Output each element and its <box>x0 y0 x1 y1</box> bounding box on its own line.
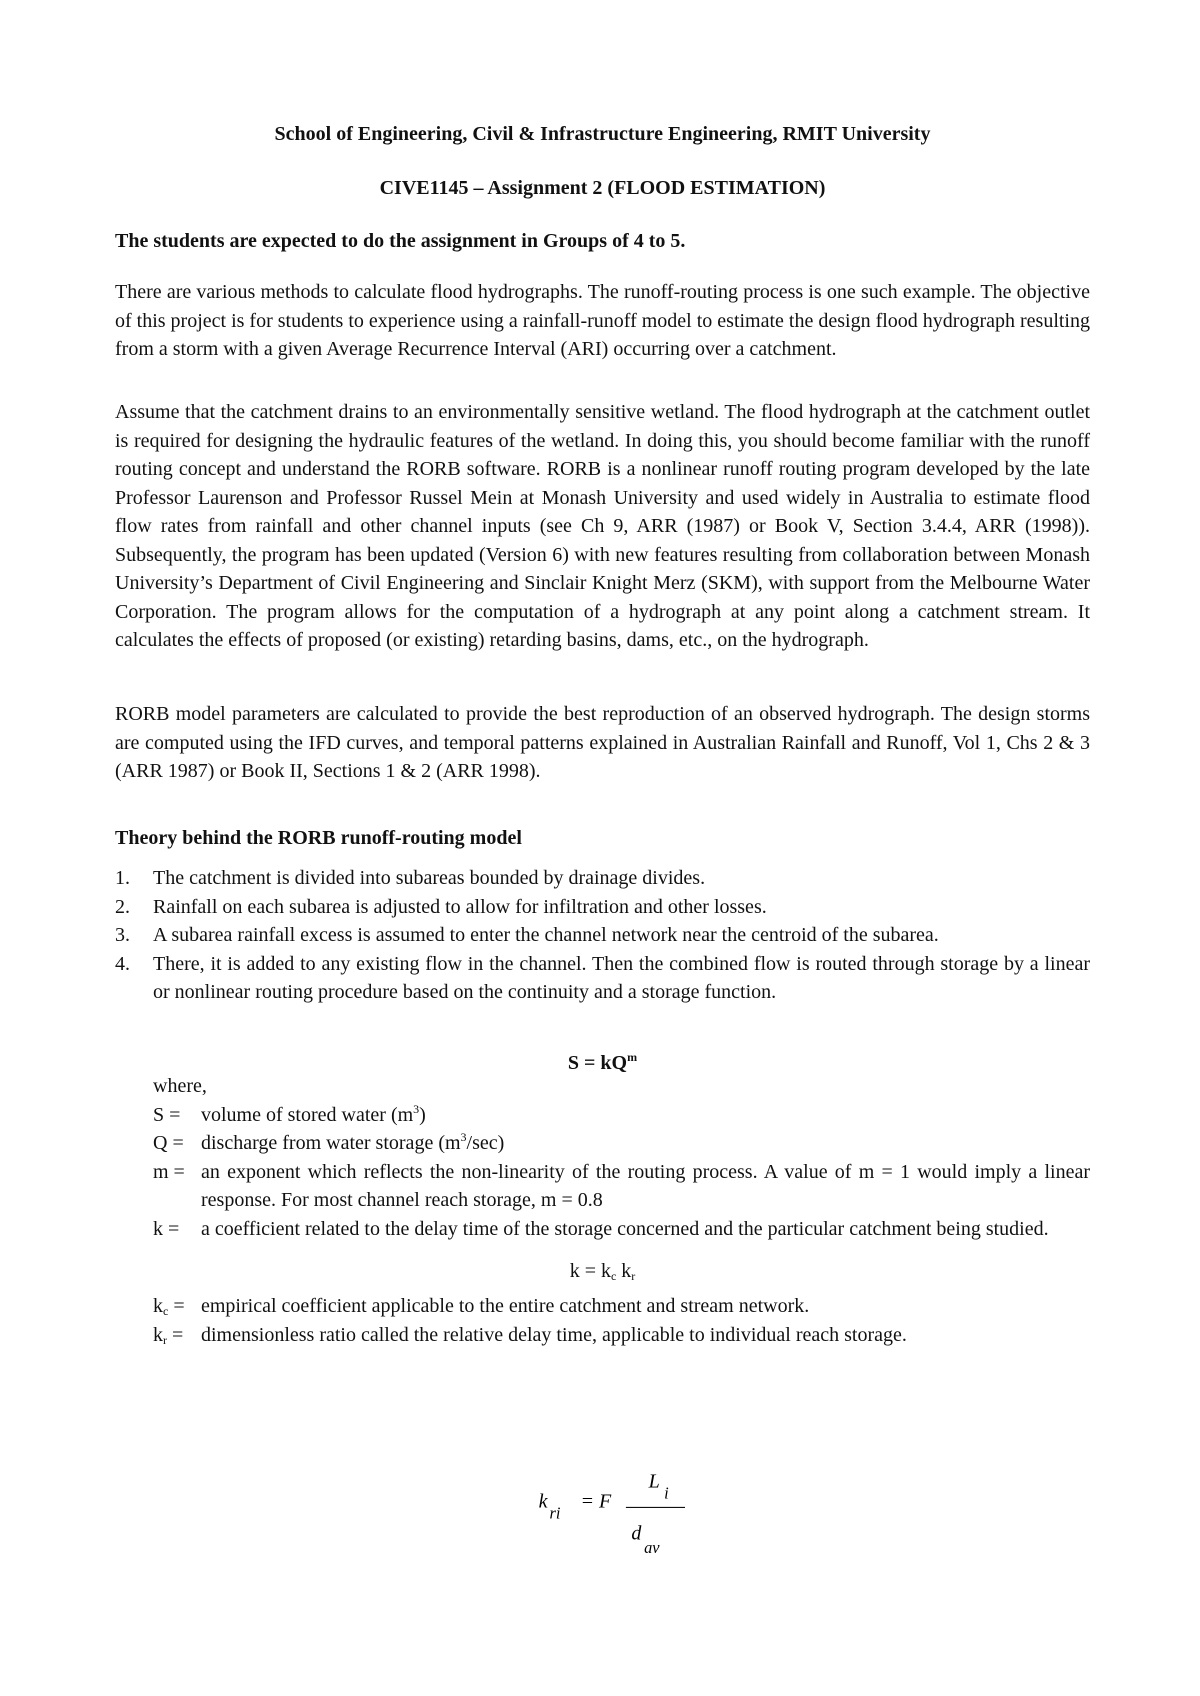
definition-text: discharge from water storage (m <box>201 1132 461 1154</box>
equation-i: i <box>664 1483 669 1503</box>
equation-part: k <box>616 1260 632 1282</box>
list-item <box>115 864 1090 893</box>
definition-text: dimensionless ratio called the relative delay time, applicable to individual reach storage. <box>201 1323 907 1346</box>
equals-sign: = <box>167 1323 184 1346</box>
symbol-letter: k <box>153 1323 163 1346</box>
equation-d: d <box>631 1522 642 1545</box>
list-item <box>115 950 1090 1007</box>
equation-equals-f: = F <box>580 1490 612 1513</box>
definition-row <box>153 1292 1090 1321</box>
subscript: r <box>631 1269 636 1283</box>
rorb-paragraph: Assume that the catchment drains to an environmentally sensitive wetland. The flood hydrograph at the catchment outlet is required for designing the hydraulic features of the wetland. In doing this, you should become familiar with the runoff routing concept and understand the RORB software. RORB is a nonlinear runoff routing program developed by the late Professor Laurenson and Professor Russel Mein at Monash University and used widely in Australia to estimate flood flow rates from rainfall and other channel inputs (see Ch 9, ARR (1987) or Book V, Section 3.4.4, ARR (1998)). Subsequently, the program has been updated (Version 6) with new features resulting from collaboration between Monash University’s Department of Civil Engineering and Sinclair Knight Merz (SKM), with support from the Melbourne Water Corporation. The program allows for the computation of a hydrograph at any point along a catchment stream. It calculates the effects of proposed (or existing) retarding basins, dams, etc., on the hydrograph. <box>115 401 1090 651</box>
definition-symbol: m = <box>153 1160 185 1183</box>
list-text: There, it is added to any existing flow in the channel. Then the combined flow is routed through storage by a linear or nonlinear routing procedure based on the continuity and a storage function. <box>153 952 1090 1003</box>
symbol-letter: k <box>153 1295 163 1317</box>
list-number: 3. <box>115 924 130 946</box>
subscript: r <box>163 1332 167 1347</box>
course-title: CIVE1145 – Assignment 2 (FLOOD ESTIMATION) <box>379 177 826 199</box>
list-item <box>115 921 1090 950</box>
subscript: c <box>610 1269 617 1283</box>
equation-lhs: S = kQ <box>567 1052 628 1074</box>
equation-ri: ri <box>549 1503 561 1523</box>
k-equation <box>115 1258 1090 1284</box>
definition-symbol: k = <box>153 1217 180 1240</box>
equation-av: av <box>644 1537 660 1557</box>
equation-k: k <box>538 1490 548 1513</box>
list-number: 2. <box>115 895 130 918</box>
list-text: The catchment is divided into subareas bounded by drainage divides. <box>153 867 706 889</box>
list-number: 4. <box>115 952 130 975</box>
equals-sign: = <box>168 1295 185 1317</box>
definition-row <box>153 1215 1090 1244</box>
definition-symbol <box>153 1292 185 1321</box>
intro-paragraph: There are various methods to calculate flood hydrographs. The runoff-routing process is one such example. The objective of this project is for students to experience using a rainfall-runoff model to estimate the design flood hydrograph resulting from a storm with a given Average Recurrence Interval (ARI) occurring over a catchment. <box>115 281 1090 360</box>
list-text: A subarea rainfall excess is assumed to enter the channel network near the centroid of the subarea. <box>153 924 939 946</box>
definition-text: a coefficient related to the delay time of the storage concerned and the particular catchment being studied. <box>201 1217 1049 1240</box>
definition-text: volume of stored water (m <box>201 1103 414 1126</box>
definition-text-end: /sec) <box>466 1132 505 1154</box>
definition-row <box>153 1321 1090 1350</box>
definition-symbol: S = <box>153 1103 181 1126</box>
superscript: 3 <box>460 1130 467 1144</box>
equation-part: k = k <box>569 1260 611 1282</box>
superscript: 3 <box>413 1101 420 1116</box>
equation-exponent: m <box>627 1050 638 1064</box>
definition-row <box>153 1158 1090 1215</box>
where-label: where, <box>153 1075 207 1097</box>
definition-text: empirical coefficient applicable to the entire catchment and stream network. <box>201 1295 810 1317</box>
list-number: 1. <box>115 867 130 889</box>
definition-row <box>153 1129 1090 1158</box>
relative-delay-equation <box>535 1462 735 1562</box>
list-item <box>115 893 1090 922</box>
definition-symbol: Q = <box>153 1132 184 1154</box>
definitions-block-1 <box>153 1072 1090 1243</box>
definitions-block-2 <box>153 1292 1090 1349</box>
equation-l: L <box>648 1470 660 1493</box>
definition-row <box>153 1101 1090 1130</box>
groups-note: The students are expected to do the assignment in Groups of 4 to 5. <box>115 230 686 252</box>
parameters-paragraph: RORB model parameters are calculated to provide the best reproduction of an observed hydrograph. The design storms are computed using the IFD curves, and temporal patterns explained in Australian Rainfall and Runoff, Vol 1, Chs 2 & 3 (ARR 1987) or Book II, Sections 1 & 2 (ARR 1998). <box>115 703 1090 782</box>
theory-list <box>115 864 1090 1007</box>
definition-symbol <box>153 1321 183 1350</box>
school-title: School of Engineering, Civil & Infrastructure Engineering, RMIT University <box>274 123 931 145</box>
list-text: Rainfall on each subarea is adjusted to allow for infiltration and other losses. <box>153 895 767 918</box>
subscript: c <box>163 1304 169 1318</box>
definition-text-end: ) <box>419 1103 426 1126</box>
theory-heading: Theory behind the RORB runoff-routing model <box>115 827 522 849</box>
definition-text: an exponent which reflects the non-linearity of the routing process. A value of m = 1 would imply a linear response. For most channel reach storage, m = 0.8 <box>201 1160 1090 1211</box>
